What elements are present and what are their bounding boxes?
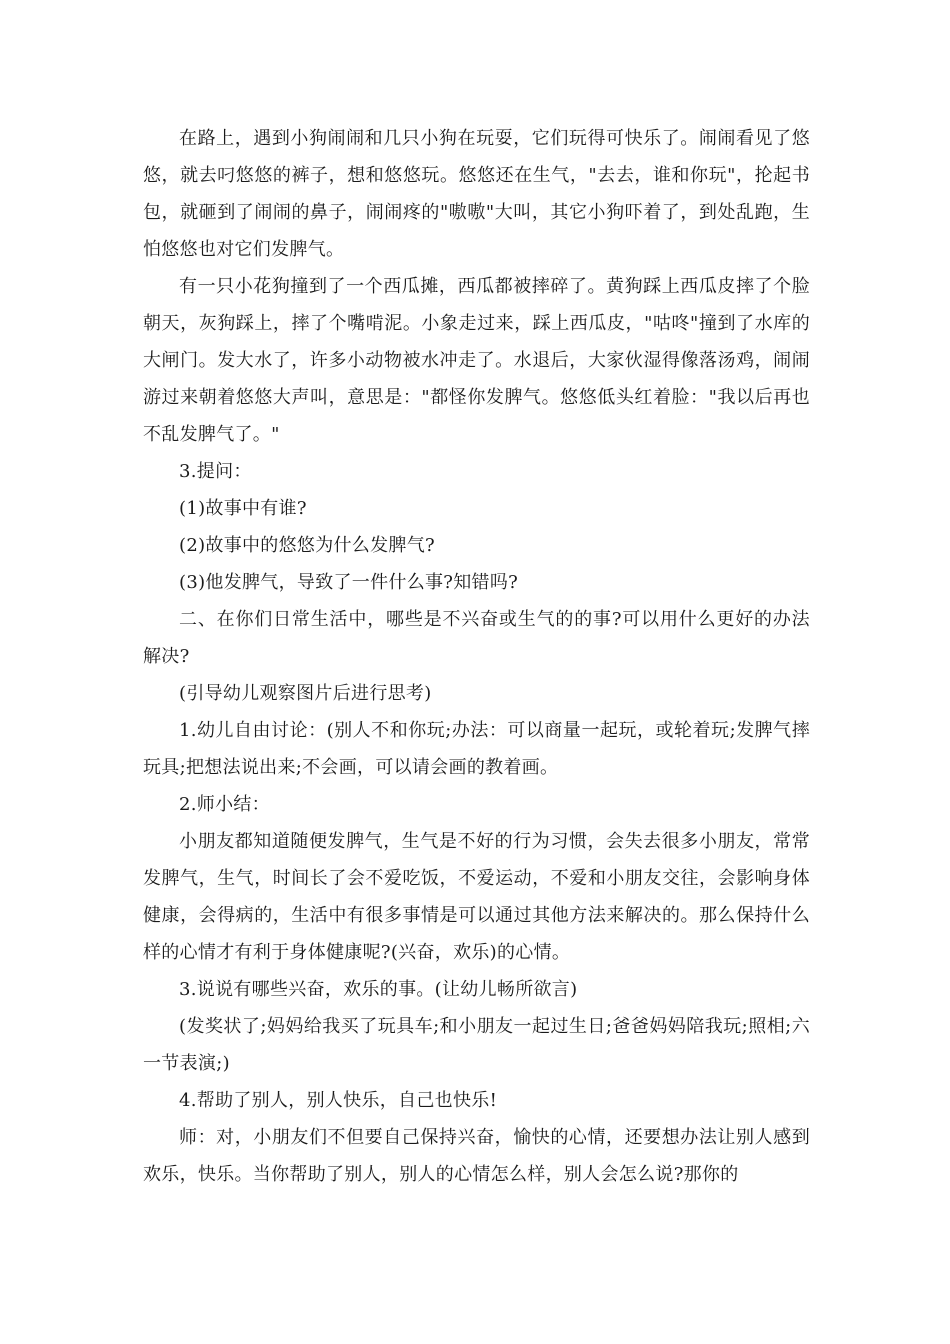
paragraph: (发奖状了;妈妈给我买了玩具车;和小朋友一起过生日;爸爸妈妈陪我玩;照相;六一节表演;) [143,1016,810,1074]
paragraph: 有一只小花狗撞到了一个西瓜摊，西瓜都被摔碎了。黄狗踩上西瓜皮摔了个脸朝天，灰狗踩上，摔了个嘴啃泥。小象走过来，踩上西瓜皮，"咕咚"撞到了水库的大闸门。发大水了，许多小动物被水冲走了。水退后，大家伙湿得像落汤鸡，闹闹游过来朝着悠悠大声叫，意思是："都怪你发脾气。悠悠低头红着脸："我以后再也不乱发脾气了。" [143,276,810,445]
question-item: (3)他发脾气，导致了一件什么事?知错吗? [179,572,519,593]
paragraph: (引导幼儿观察图片后进行思考) [179,683,432,704]
paragraph: 4.帮助了别人，别人快乐，自己也快乐! [179,1090,498,1111]
question-item: (1)故事中有谁? [179,498,307,519]
paragraph: 1.幼儿自由讨论：(别人不和你玩;办法：可以商量一起玩，或轮着玩;发脾气摔玩具;把想法说出来;不会画，可以请会画的教着画。 [143,720,810,778]
question-item: (2)故事中的悠悠为什么发脾气? [179,535,435,556]
document-body [143,120,810,1193]
paragraph: 在路上，遇到小狗闹闹和几只小狗在玩耍，它们玩得可快乐了。闹闹看见了悠悠，就去叼悠悠的裤子，想和悠悠玩。悠悠还在生气，"去去，谁和你玩"，抡起书包，就砸到了闹闹的鼻子，闹闹疼的"嗷嗷"大叫，其它小狗吓着了，到处乱跑，生怕悠悠也对它们发脾气。 [143,128,810,260]
question-heading: 3.提问： [179,461,252,482]
paragraph: 小朋友都知道随便发脾气，生气是不好的行为习惯，会失去很多小朋友，常常发脾气，生气，时间长了会不爱吃饭，不爱运动，不爱和小朋友交往，会影响身体健康，会得病的，生活中有很多事情是可以通过其他方法来解决的。那么保持什么样的心情才有利于身体健康呢?(兴奋，欢乐)的心情。 [143,831,810,963]
paragraph: 师：对，小朋友们不但要自己保持兴奋，愉快的心情，还要想办法让别人感到欢乐，快乐。当你帮助了别人，别人的心情怎么样，别人会怎么说?那你的 [143,1127,810,1185]
paragraph: 2.师小结： [179,794,270,815]
section-heading: 二、在你们日常生活中，哪些是不兴奋或生气的的事?可以用什么更好的办法解决? [143,609,810,667]
paragraph: 3.说说有哪些兴奋，欢乐的事。(让幼儿畅所欲言) [179,979,578,1000]
